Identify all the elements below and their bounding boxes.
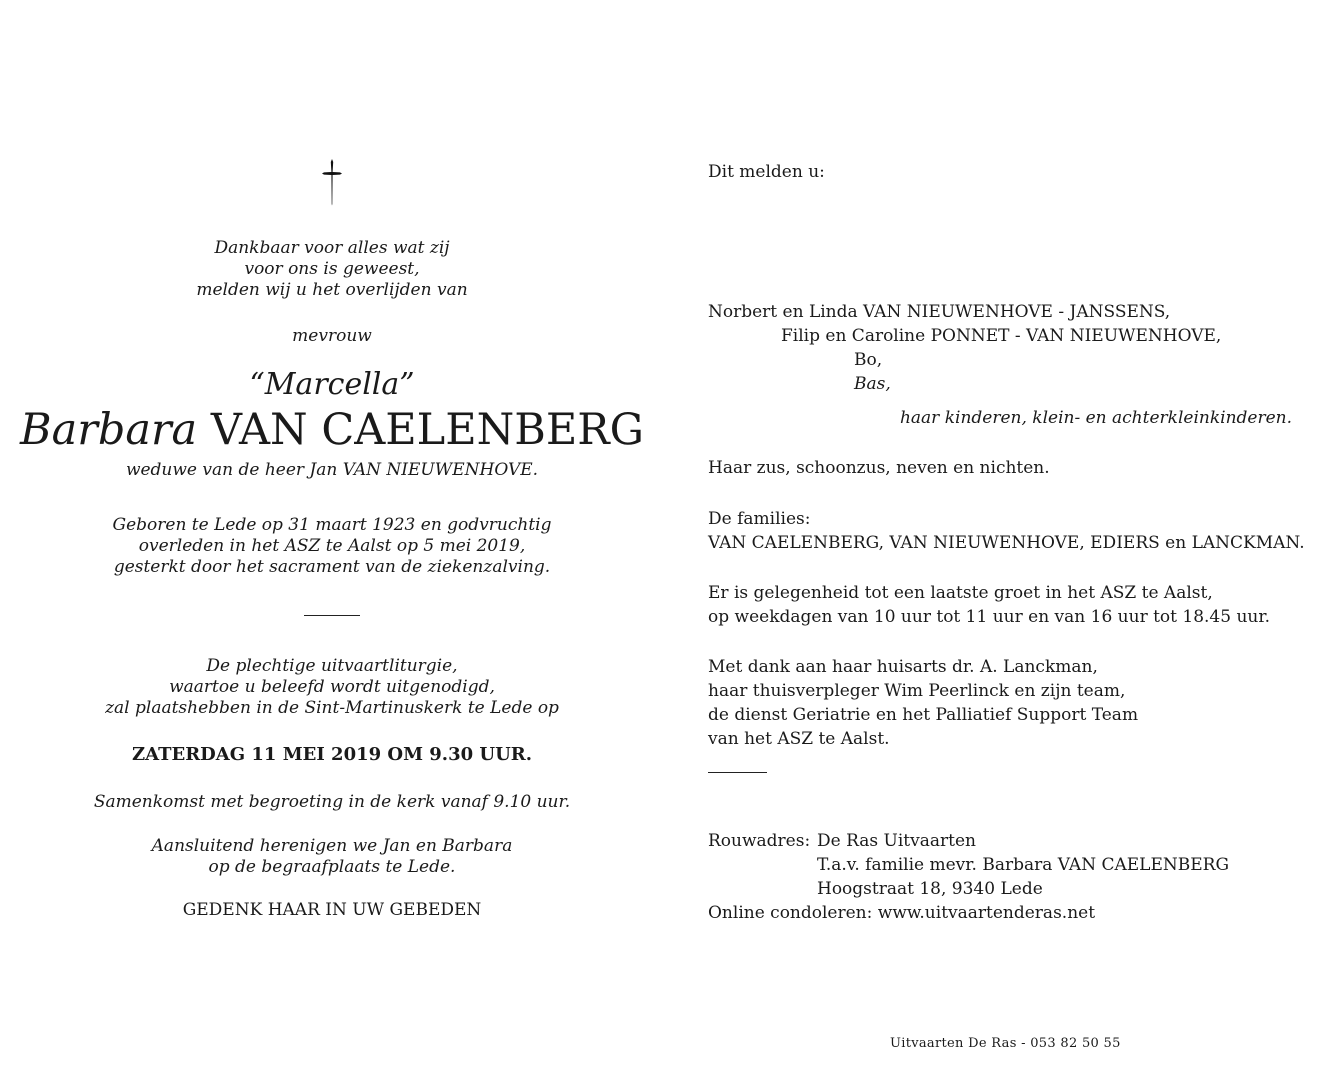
birth-death-line: Geboren te Lede op 31 maart 1923 en godvruchtig	[112, 515, 552, 535]
birth-death-line: gesterkt door het sacrament van de ziekenzalving.	[113, 557, 551, 577]
intro-line: voor ons is geweest,	[244, 259, 420, 279]
cross-icon	[320, 158, 344, 206]
thanks-line: van het ASZ te Aalst.	[708, 729, 890, 749]
family-line: Bo,	[854, 350, 883, 370]
online-url[interactable]: www.uitvaartenderas.net	[877, 903, 1096, 923]
first-name: Barbara	[20, 405, 198, 455]
relation: haar kinderen, klein- en achterkleinkinderen.	[899, 408, 1292, 428]
family-line: Norbert en Linda VAN NIEUWENHOVE - JANSSENS,	[708, 302, 1171, 322]
announce: Dit melden u:	[708, 162, 825, 182]
intro-line: melden wij u het overlijden van	[196, 280, 468, 300]
siblings: Haar zus, schoonzus, neven en nichten.	[708, 458, 1050, 478]
address-line: T.a.v. familie mevr. Barbara VAN CAELENBERG	[817, 855, 1230, 875]
nickname: “Marcella”	[249, 367, 415, 402]
liturgy-line: waartoe u beleefd wordt uitgenodigd,	[169, 677, 495, 697]
address-line: Hoogstraat 18, 9340 Lede	[817, 879, 1043, 899]
footer-credit: Uitvaarten De Ras - 053 82 50 55	[890, 1036, 1121, 1051]
liturgy-line: De plechtige uitvaartliturgie,	[206, 656, 458, 676]
divider	[304, 615, 360, 616]
burial-line: op de begraafplaats te Lede.	[208, 857, 456, 877]
visit-line: op weekdagen van 10 uur tot 11 uur en van 16 uur tot 18.45 uur.	[708, 607, 1271, 627]
title-word: mevrouw	[292, 326, 372, 346]
family-line: Bas,	[854, 374, 891, 394]
deceased-name	[0, 406, 664, 454]
online-label: Online condoleren:	[708, 903, 873, 923]
last-name: VAN CAELENBERG	[210, 405, 644, 455]
divider	[708, 772, 767, 773]
liturgy-line: zal plaatshebben in de Sint-Martinuskerk te Lede op	[105, 698, 559, 718]
families: VAN CAELENBERG, VAN NIEUWENHOVE, EDIERS en LANCKMAN.	[708, 533, 1305, 553]
thanks-line: Met dank aan haar huisarts dr. A. Lanckman,	[708, 657, 1098, 677]
thanks-line: haar thuisverpleger Wim Peerlinck en zijn team,	[708, 681, 1126, 701]
address-line: De Ras Uitvaarten	[817, 831, 976, 851]
gathering: Samenkomst met begroeting in de kerk vanaf 9.10 uur.	[93, 792, 571, 812]
burial-line: Aansluitend herenigen we Jan en Barbara	[151, 836, 513, 856]
families-label: De families:	[708, 509, 811, 529]
intro-line: Dankbaar voor alles wat zij	[214, 238, 450, 258]
address-label: Rouwadres:	[708, 831, 811, 851]
thanks-line: de dienst Geriatrie en het Palliatief Support Team	[708, 705, 1139, 725]
online-condolences	[708, 901, 1095, 925]
family-line: Filip en Caroline PONNET - VAN NIEUWENHOVE,	[781, 326, 1222, 346]
visit-line: Er is gelegenheid tot een laatste groet in het ASZ te Aalst,	[708, 583, 1213, 603]
birth-death-line: overleden in het ASZ te Aalst op 5 mei 2019,	[138, 536, 526, 556]
widow-of: weduwe van de heer Jan VAN NIEUWENHOVE.	[125, 460, 539, 480]
remember-line: GEDENK HAAR IN UW GEBEDEN	[182, 900, 482, 920]
funeral-date: ZATERDAG 11 MEI 2019 OM 9.30 UUR.	[131, 744, 533, 765]
